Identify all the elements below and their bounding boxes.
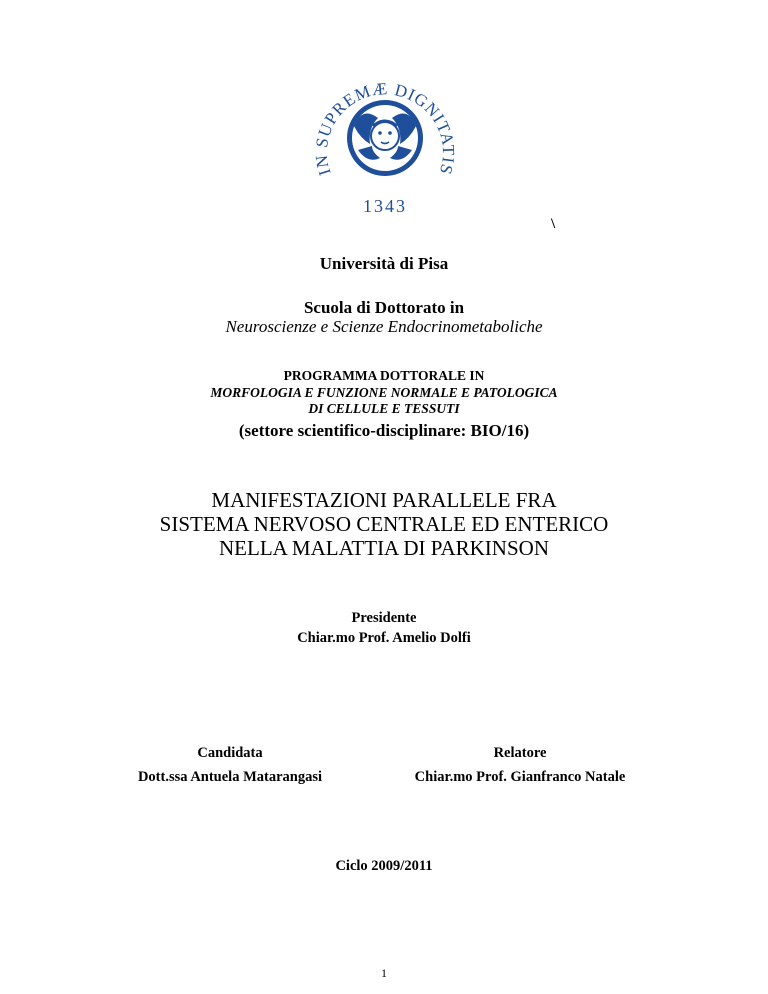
supervisor-name: Chiar.mo Prof. Gianfranco Natale [414,769,626,785]
stray-backslash-mark: \ [551,216,556,232]
scientific-sector: (settore scientifico-disciplinare: BIO/16) [238,421,530,440]
president-label: Presidente [351,610,417,626]
candidate-name: Dott.ssa Antuela Matarangasi [137,769,323,785]
supervisor-label: Relatore [493,745,547,761]
supervisor-block [380,741,660,789]
university-name: Università di Pisa [319,254,449,273]
program-heading: PROGRAMMA DOTTORALE IN [283,368,485,383]
svg-text:1343: 1343 [363,196,407,216]
thesis-title-line3: NELLA MALATTIA DI PARKINSON [219,536,549,560]
president-name: Chiar.mo Prof. Amelio Dolfi [297,630,471,646]
program-name-line2: DI CELLULE E TESSUTI [308,401,460,416]
thesis-title-line2: SISTEMA NERVOSO CENTRALE ED ENTERICO [159,512,609,536]
candidate-label: Candidata [197,745,263,761]
thesis-title-line1: MANIFESTAZIONI PARALLELE FRA [211,488,557,512]
school-heading: Scuola di Dottorato in [303,298,465,317]
school-field: Neuroscienze e Scienze Endocrinometaboliche [225,317,543,336]
candidate-block [100,741,360,789]
svg-text:IN SUPREMÆ DIGNITATIS: IN SUPREMÆ DIGNITATIS [311,79,459,178]
university-seal-logo [310,66,460,216]
page-number: 1 [381,966,387,980]
program-name-line1: MORFOLOGIA E FUNZIONE NORMALE E PATOLOGICA [210,385,558,400]
doctoral-cycle: Ciclo 2009/2011 [335,858,433,874]
